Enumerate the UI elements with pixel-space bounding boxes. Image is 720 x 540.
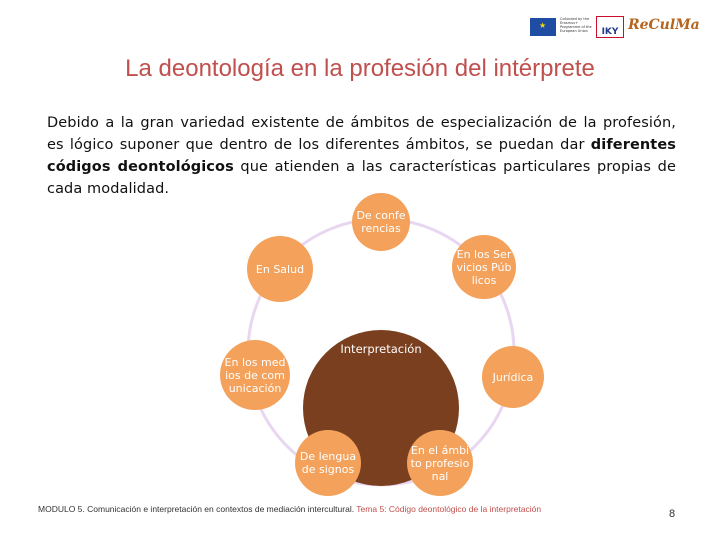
node-conferencias: De conferencias bbox=[352, 193, 410, 251]
erasmus-logo: Cofunded by the Erasmus+ Programme of the European Union bbox=[560, 17, 592, 33]
footer-topic: Tema 5: Código deontológico de la interpretación bbox=[356, 504, 542, 514]
page-number: 8 bbox=[669, 508, 676, 520]
node-servicios-publicos: En los Servicios Públicos bbox=[452, 235, 516, 299]
node-medios-comunicacion: En los medios de comunicación bbox=[220, 340, 290, 410]
paragraph-bold: diferentes códigos deontológicos bbox=[47, 137, 676, 175]
node-juridica: Jurídica bbox=[482, 346, 544, 408]
paragraph-part-1: Debido a la gran variedad existente de ámbitos de especialización de la profesión, es lógico suponer que dentro de los diferentes ámbitos, se puedan dar bbox=[47, 115, 676, 153]
iky-logo: IKY bbox=[596, 16, 624, 38]
paragraph-part-2: que atienden a las características particulares propias de cada modalidad. bbox=[47, 159, 676, 197]
center-node-interpretacion: Interpretación bbox=[303, 330, 459, 486]
page-title: La deontología en la profesión del intérprete bbox=[125, 55, 595, 82]
footer-module: MODULO 5. Comunicación e interpretación en contextos de mediación intercultural. bbox=[38, 504, 355, 514]
node-lengua-signos: De lengua de signos bbox=[295, 430, 361, 496]
intro-paragraph bbox=[47, 112, 676, 200]
footer bbox=[38, 504, 541, 514]
node-ambito-profesional: En el ámbito profesional bbox=[407, 430, 473, 496]
partner-logos bbox=[530, 14, 700, 40]
node-salud: En Salud bbox=[247, 236, 313, 302]
recult-logo: ReCulMa bbox=[628, 17, 700, 33]
eu-flag-icon bbox=[530, 18, 556, 36]
